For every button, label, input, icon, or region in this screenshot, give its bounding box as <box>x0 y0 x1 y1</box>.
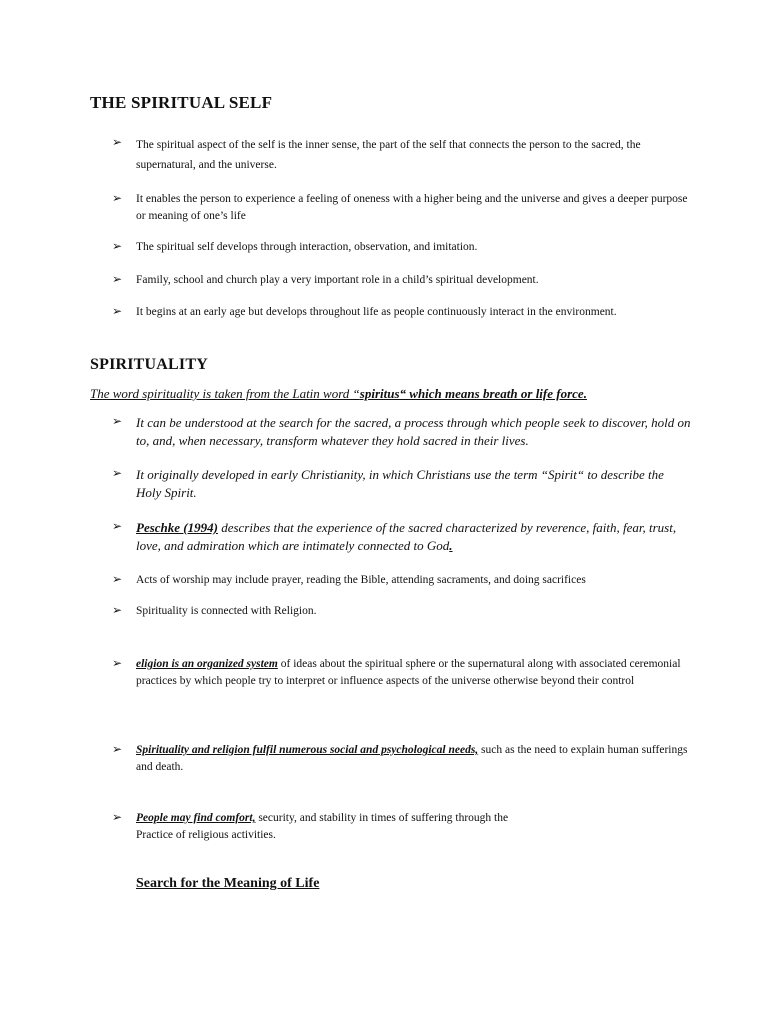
bullet-text <box>136 742 692 776</box>
list-item <box>112 304 692 321</box>
list-item <box>112 810 692 844</box>
list-item <box>112 656 692 690</box>
list-item <box>112 519 692 555</box>
bullet-text: It can be understood at the search for the sacred, a process through which people seek to discover, hold on to, and, when necessary, transform whatever they hold sacred in their lives. <box>136 415 691 448</box>
list-item <box>112 603 692 620</box>
heading-spirituality: SPIRITUALITY <box>90 356 208 373</box>
bullet-text <box>136 519 692 555</box>
citation: Peschke (1994) <box>136 520 218 535</box>
arrow-bullet-icon: ➢ <box>112 135 123 149</box>
list-item <box>112 239 692 256</box>
bullet-text-rest: security, and stability in times of suffering through the <box>255 812 509 824</box>
arrow-bullet-icon: ➢ <box>112 239 123 253</box>
list-item <box>112 272 692 289</box>
emphasis-lead: eligion is an organized system <box>136 658 278 670</box>
bullet-text: It begins at an early age but develops throughout life as people continuously interact in the environment. <box>136 306 617 318</box>
bullet-text: The spiritual self develops through interaction, observation, and imitation. <box>136 241 478 253</box>
list-item <box>112 466 692 502</box>
arrow-bullet-icon: ➢ <box>112 656 123 670</box>
arrow-bullet-icon: ➢ <box>112 810 123 824</box>
bullet-text-rest: of ideas about the spiritual sphere or the supernatural along with associated ceremonial practices by which people try to interpret or influence aspects of the universe otherwise beyond their control <box>136 658 681 687</box>
bullet-text: Acts of worship may include prayer, reading the Bible, attending sacraments, and doing sacrifices <box>136 574 586 586</box>
list-item <box>112 572 692 589</box>
bullet-text-line2: Practice of religious activities. <box>136 829 276 841</box>
arrow-bullet-icon: ➢ <box>112 466 123 480</box>
arrow-bullet-icon: ➢ <box>112 572 123 586</box>
bullet-text: Spirituality is connected with Religion. <box>136 605 317 617</box>
intro-emphasis: spiritus“ which means breath or life force. <box>359 386 587 401</box>
emphasis-lead: Spirituality and religion fulfil numerous social and psychological needs, <box>136 744 479 756</box>
intro-sentence <box>90 386 587 402</box>
arrow-bullet-icon: ➢ <box>112 414 123 428</box>
list-item <box>112 135 692 175</box>
heading-spiritual-self: THE SPIRITUAL SELF <box>90 93 273 112</box>
arrow-bullet-icon: ➢ <box>112 519 123 533</box>
bullet-text: The spiritual aspect of the self is the inner sense, the part of the self that connects the person to the sacred, the supernatural, and the universe. <box>136 139 641 171</box>
heading-meaning-of-life: Search for the Meaning of Life <box>136 876 320 891</box>
period-mark: . <box>449 538 453 553</box>
list-item <box>112 742 692 776</box>
arrow-bullet-icon: ➢ <box>112 191 123 205</box>
list-item <box>112 414 692 450</box>
bullet-text: It enables the person to experience a feeling of oneness with a higher being and the universe and gives a deeper purpose or meaning of one’s life <box>136 193 688 222</box>
list-item <box>112 191 692 225</box>
bullet-text: Family, school and church play a very important role in a child’s spiritual development. <box>136 274 539 286</box>
arrow-bullet-icon: ➢ <box>112 603 123 617</box>
bullet-text-rest: describes that the experience of the sacred characterized by reverence, faith, fear, trust, love, and admiration which are intimately connected to God <box>136 520 677 553</box>
bullet-text-rest: such as the need to explain human sufferings and death. <box>136 744 688 773</box>
bullet-text <box>136 656 692 690</box>
emphasis-lead: People may find comfort, <box>136 812 256 824</box>
bullet-text: It originally developed in early Christianity, in which Christians use the term “Spirit“ to describe the Holy Spirit. <box>136 467 664 500</box>
arrow-bullet-icon: ➢ <box>112 304 123 318</box>
bullet-text <box>136 810 692 844</box>
arrow-bullet-icon: ➢ <box>112 272 123 286</box>
intro-text: The word spirituality is taken from the Latin word “ <box>90 386 360 401</box>
arrow-bullet-icon: ➢ <box>112 742 123 756</box>
